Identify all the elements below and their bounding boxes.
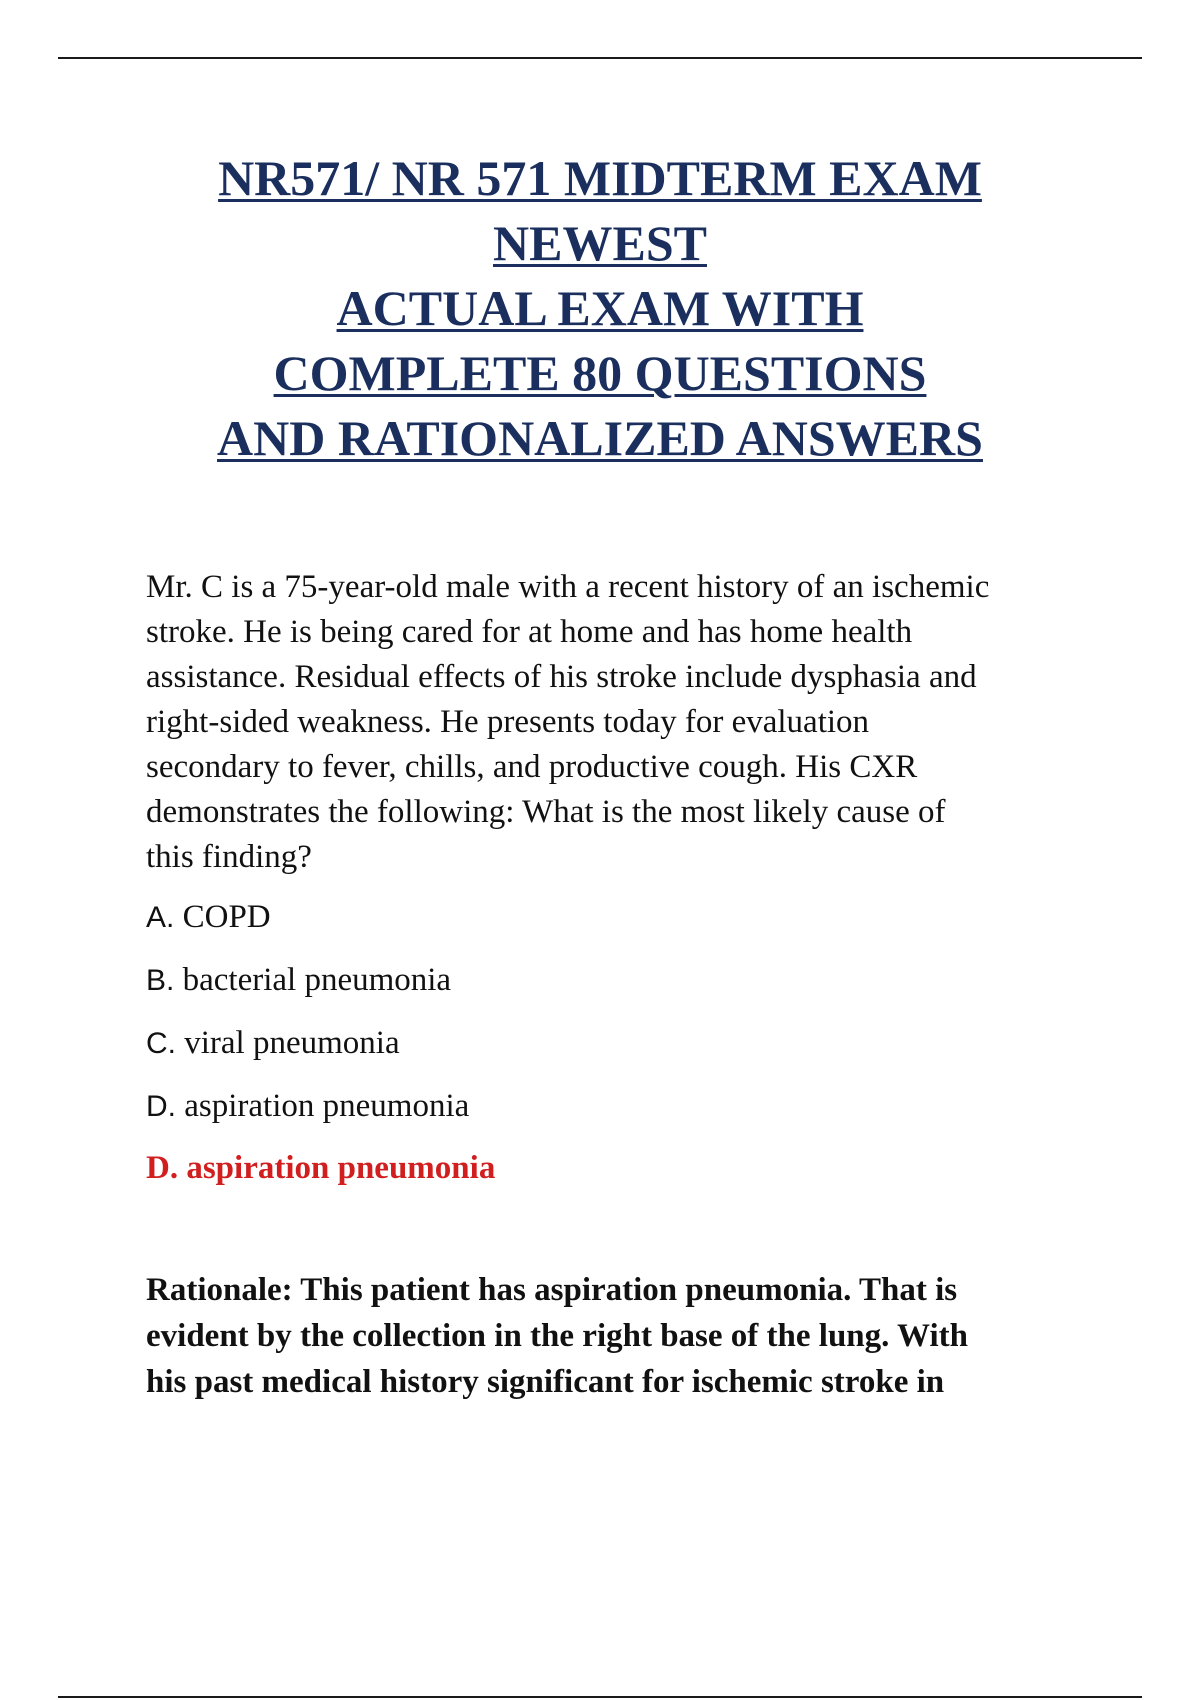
rationale-line-3: his past medical history significant for ischemic stroke in xyxy=(146,1364,945,1400)
top-divider xyxy=(58,57,1142,59)
title-line-2: NEWEST xyxy=(493,215,707,271)
correct-answer: D. aspiration pneumonia xyxy=(146,1150,496,1186)
title-line-1: NR571/ NR 571 MIDTERM EXAM xyxy=(218,150,982,206)
question-line-1: Mr. C is a 75-year-old male with a recent history of an ischemic xyxy=(146,569,990,605)
option-a-letter: A. xyxy=(146,901,175,934)
rationale-line-2: evident by the collection in the right base of the lung. With xyxy=(146,1318,968,1354)
document-title xyxy=(100,146,1100,471)
rationale-text xyxy=(146,1267,1086,1405)
option-c xyxy=(146,1021,1046,1084)
title-line-4: COMPLETE 80 QUESTIONS xyxy=(273,345,927,401)
question-line-4: right-sided weakness. He presents today for evaluation xyxy=(146,704,870,740)
option-d-letter: D. xyxy=(146,1090,176,1123)
option-d xyxy=(146,1084,1046,1147)
option-b-letter: B. xyxy=(146,964,175,997)
question-line-7: this finding? xyxy=(146,839,312,875)
title-line-5: AND RATIONALIZED ANSWERS xyxy=(217,410,983,466)
rationale-line-1: Rationale: This patient has aspiration pneumonia. That is xyxy=(146,1272,958,1308)
bottom-divider xyxy=(58,1696,1142,1698)
question-line-6: demonstrates the following: What is the most likely cause of xyxy=(146,794,946,830)
option-a xyxy=(146,895,1046,958)
option-d-text: aspiration pneumonia xyxy=(184,1088,470,1124)
option-b xyxy=(146,958,1046,1021)
question-line-2: stroke. He is being cared for at home and has home health xyxy=(146,614,913,650)
title-line-3: ACTUAL EXAM WITH xyxy=(336,280,864,336)
option-a-text: COPD xyxy=(182,899,271,935)
answer-options xyxy=(146,895,1046,1147)
option-c-text: viral pneumonia xyxy=(184,1025,400,1061)
question-text xyxy=(146,565,1086,880)
question-line-3: assistance. Residual effects of his stroke include dysphasia and xyxy=(146,659,977,695)
option-c-letter: C. xyxy=(146,1027,176,1060)
option-b-text: bacterial pneumonia xyxy=(182,962,452,998)
question-line-5: secondary to fever, chills, and productive cough. His CXR xyxy=(146,749,918,785)
